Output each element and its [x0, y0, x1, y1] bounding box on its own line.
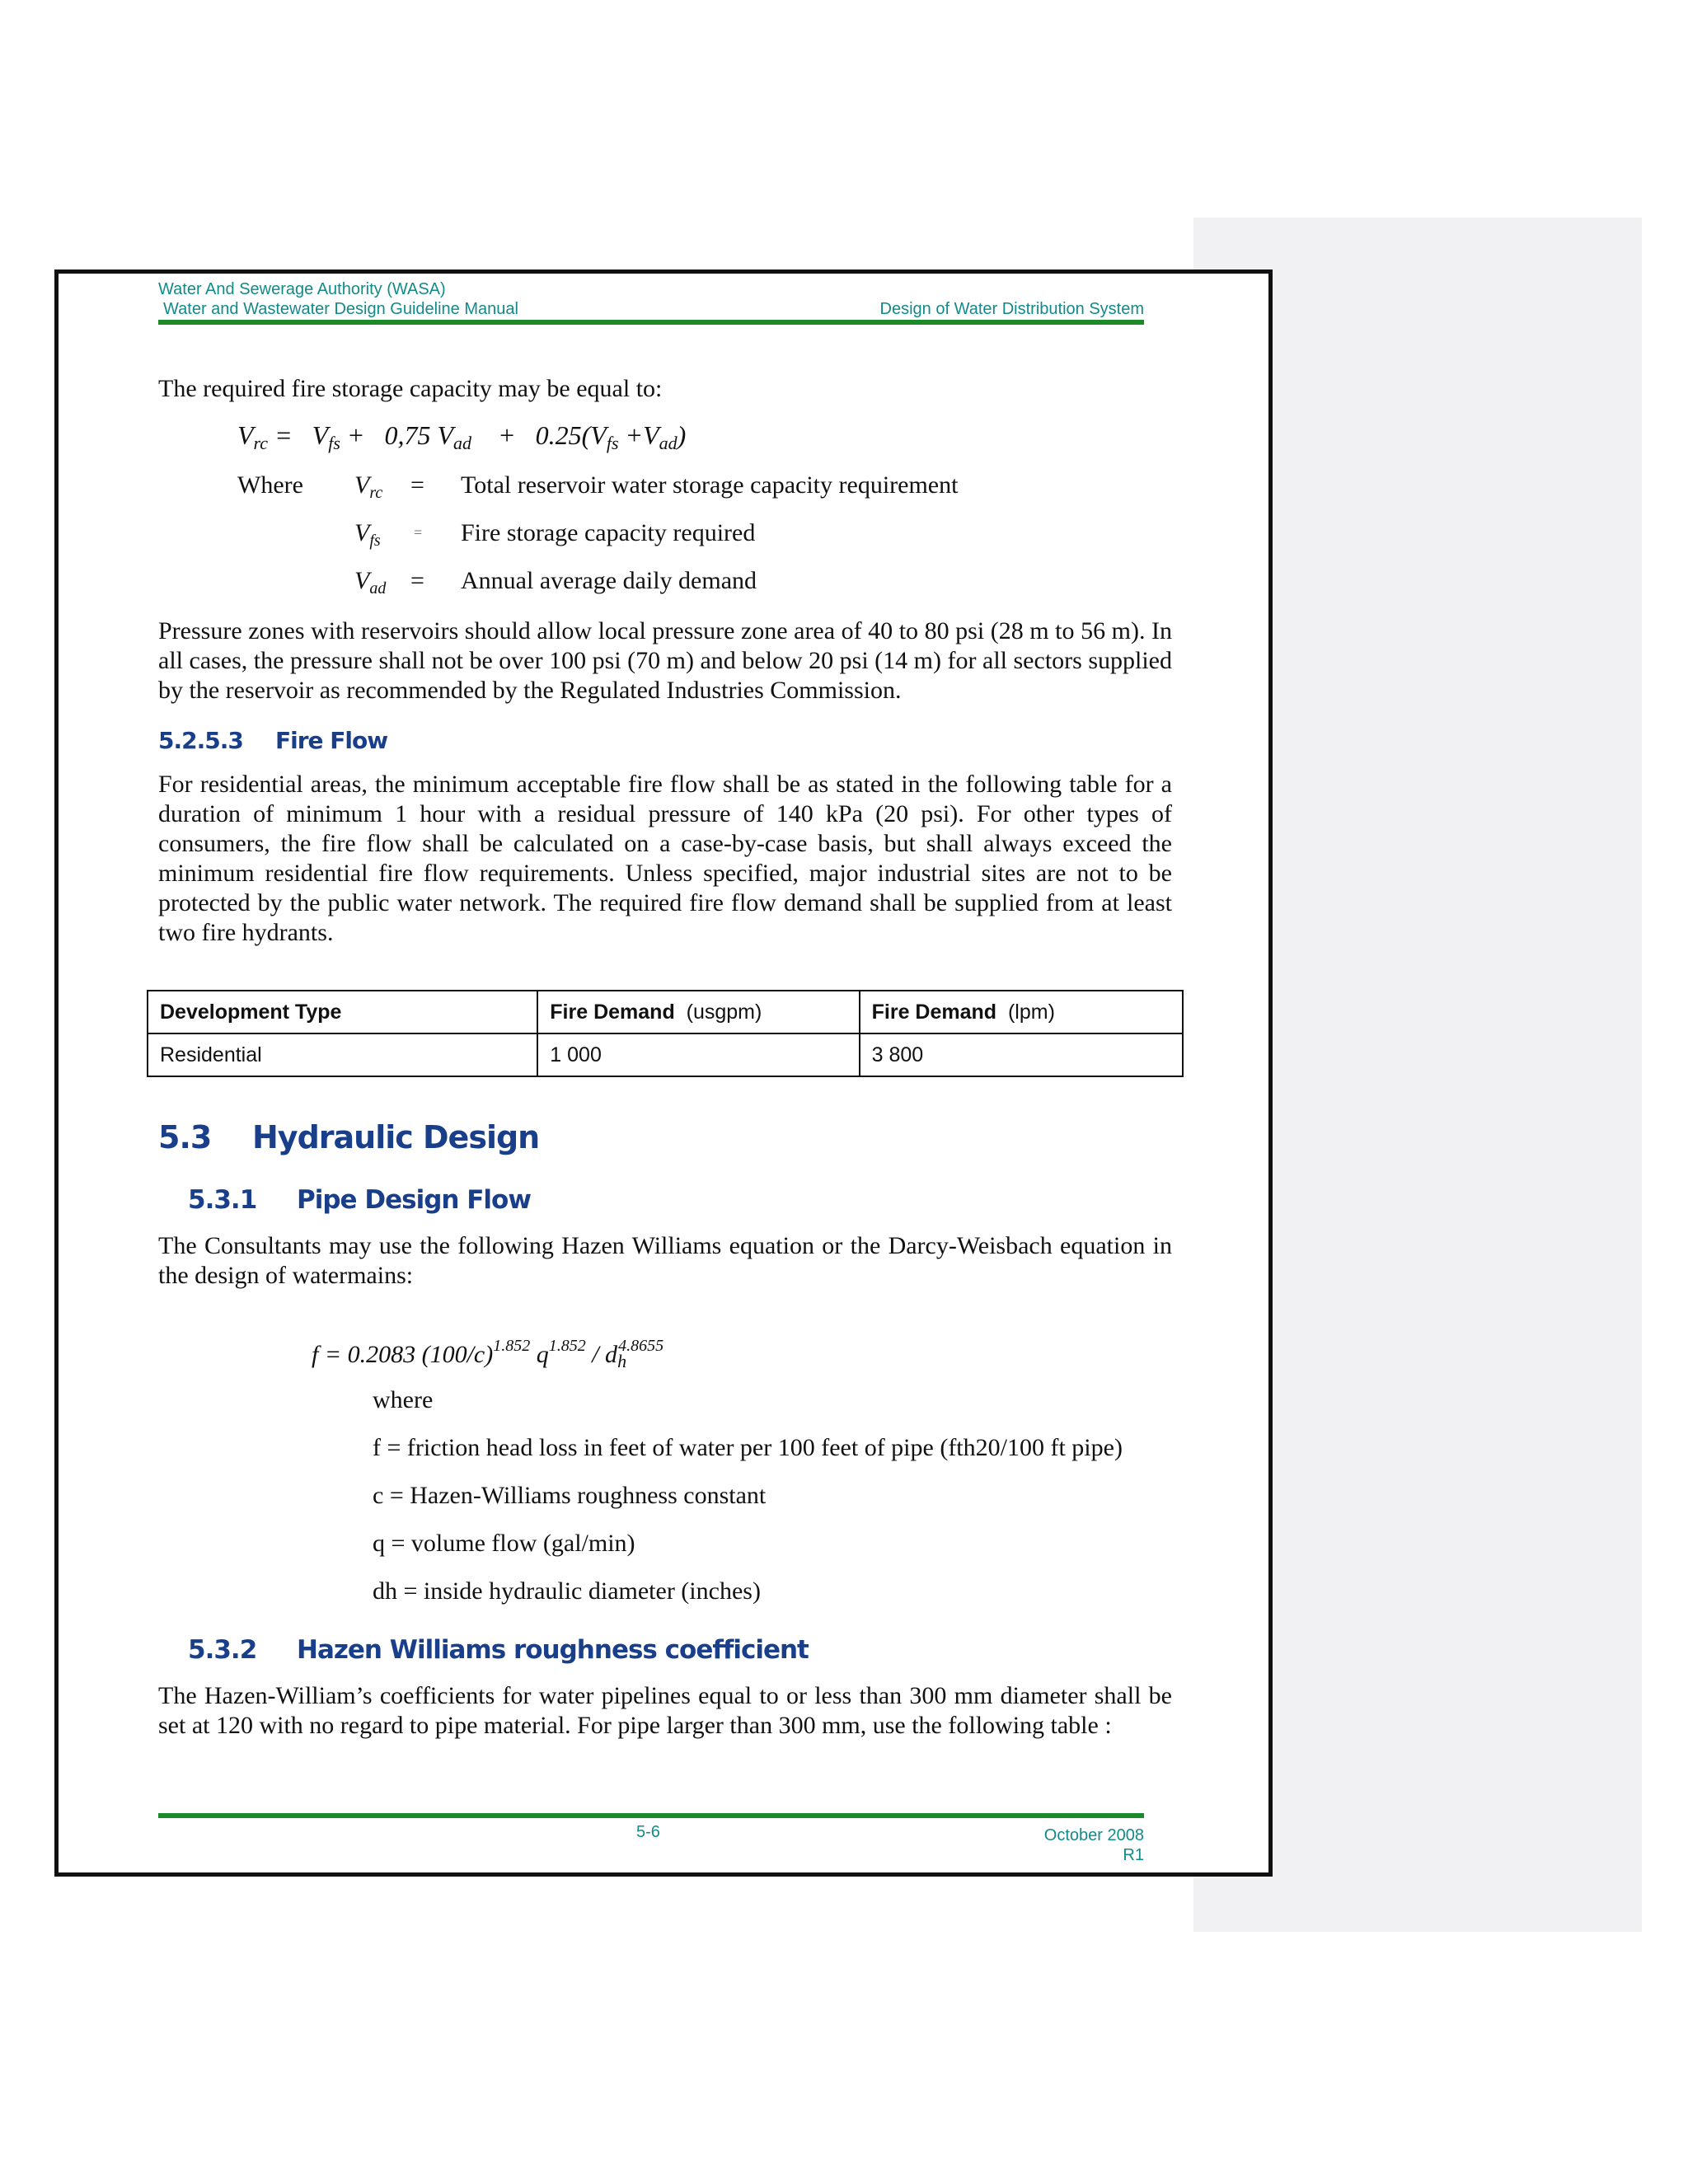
hazen-williams-equation: f = 0.2083 $(100/c)^{1.852}$ $q^{1.852} / d_h^{4.8655}$: [312, 1337, 664, 1371]
table-cell: Residential: [148, 1033, 537, 1076]
header-rule: [158, 320, 1144, 325]
def-equals: =: [414, 524, 423, 541]
footer-revision: R1: [1123, 1846, 1144, 1864]
def-symbol-vad: $V_{ad}$: [354, 567, 387, 598]
header-manual: Water and Wastewater Design Guideline Manual: [163, 300, 518, 318]
pressure-paragraph: Pressure zones with reservoirs should allow local pressure zone area of 40 to 80 psi (28 m to 56 m). In all cases, the pressure shall not be over 100 psi (70 m) and below 20 psi (14 m) for all sectors supplied by the reservoir as recommended by the Regulated Industries Commission.: [158, 617, 1172, 704]
section-number-532: 5.3.2: [188, 1635, 257, 1665]
footer-rule: [158, 1813, 1144, 1818]
section-title-pipe-design-flow: Pipe Design Flow: [297, 1185, 531, 1215]
table-header-cell: Fire Demand (lpm): [860, 991, 1183, 1033]
def-equals: =: [410, 567, 424, 594]
def-equals: =: [410, 471, 424, 499]
section-title-fire-flow: Fire Flow: [275, 727, 388, 754]
table-header-cell: Fire Demand (usgpm): [537, 991, 859, 1033]
def-symbol-vfs: $V_{fs}$: [354, 519, 381, 550]
footer-date: October 2008: [1043, 1826, 1144, 1844]
section-title-hazen-coefficient: Hazen Williams roughness coefficient: [297, 1635, 809, 1665]
table-header-cell: Development Type: [148, 991, 537, 1033]
table-row: [148, 1033, 1183, 1076]
storage-capacity-equation: $V_{rc} = V_{fs} + 0,75$ $V_{ad}$ + $0.25(V_{fs} +V_{ad})$: [237, 420, 687, 453]
def-symbol-vrc: $V_{rc}$: [354, 471, 383, 502]
def-text-vrc: Total reservoir water storage capacity requirement: [461, 471, 959, 499]
hazen-def-dh: dh = inside hydraulic diameter (inches): [373, 1577, 761, 1605]
where-label: Where: [237, 471, 303, 499]
def-text-vad: Annual average daily demand: [461, 567, 757, 594]
table-cell: 3 800: [860, 1033, 1183, 1076]
hazen-paragraph: The Consultants may use the following Hazen Williams equation or the Darcy-Weisbach equation in the design of watermains:: [158, 1232, 1172, 1289]
section-number-531: 5.3.1: [188, 1185, 257, 1215]
hazen-def-q: q = volume flow (gal/min): [373, 1530, 635, 1557]
intro-text: The required fire storage capacity may be equal to:: [158, 375, 663, 402]
section-number-5253: 5.2.5.3: [158, 727, 243, 754]
table-header-row: [148, 991, 1183, 1033]
section-title-hydraulic-design: Hydraulic Design: [252, 1119, 540, 1155]
coefficient-paragraph: The Hazen-William’s coefficients for water pipelines equal to or less than 300 mm diameter shall be set at 120 with no regard to pipe material. For pipe larger than 300 mm, use the following table :: [158, 1682, 1172, 1739]
header-org: Water And Sewerage Authority (WASA): [158, 280, 446, 298]
header-chapter: Design of Water Distribution System: [879, 300, 1144, 318]
def-text-vfs: Fire storage capacity required: [461, 519, 756, 546]
fire-demand-table: [147, 990, 1184, 1077]
footer-page-number: 5-6: [636, 1823, 660, 1841]
hazen-def-f: f = friction head loss in feet of water per 100 feet of pipe (fth20/100 ft pipe): [373, 1434, 1123, 1461]
table-cell: 1 000: [537, 1033, 859, 1076]
section-number-53: 5.3: [158, 1119, 212, 1155]
hazen-def-c: c = Hazen-Williams roughness constant: [373, 1482, 767, 1509]
fire-flow-paragraph: For residential areas, the minimum acceptable fire flow shall be as stated in the following table for a duration of minimum 1 hour with a residual pressure of 140 kPa (20 psi). For other types of consumers, the fire flow shall be calculated on a case-by-case basis, but shall always exceed the minimum residential fire flow requirements. Unless specified, major industrial sites are not to be protected by the public water network. The required fire flow demand shall be supplied from at least two fire hydrants.: [158, 771, 1172, 946]
hazen-where-label: where: [373, 1386, 434, 1413]
